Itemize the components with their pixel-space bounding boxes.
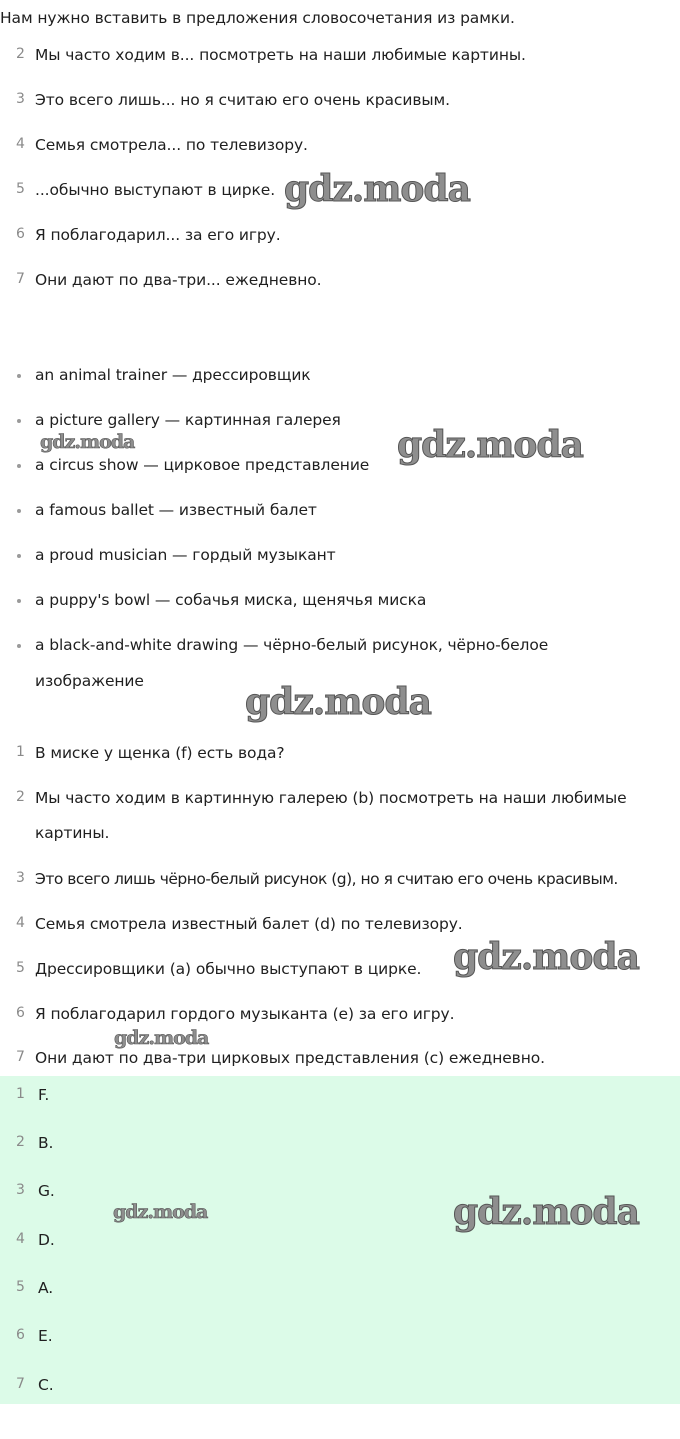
vocab-text: a famous ballet — известный балет [35,501,317,519]
bullet-icon [17,419,21,423]
item-number: 2 [16,46,25,62]
item-number: 2 [16,789,25,805]
item-number: 6 [16,1005,25,1021]
vocab-text: an animal trainer — дрессировщик [35,366,311,384]
item-number: 7 [16,271,25,287]
watermark-logo: gdz.moda [114,1027,209,1049]
item-text: картины. [35,824,110,842]
vocab-text: a black-and-white drawing — чёрно-белый рисунок, чёрно-белое [35,636,549,654]
bullet-icon [17,644,21,648]
item-text: Семья смотрела известный балет (d) по телевизору. [35,915,463,933]
item-text: Мы часто ходим в... посмотреть на наши любимые картины. [35,46,526,64]
item-text: Дрессировщики (a) обычно выступают в цирке. [35,960,422,978]
answers-block [0,1076,680,1404]
item-number: 1 [16,1086,25,1102]
watermark-logo: gdz.moda [453,936,639,978]
item-number: 5 [16,1279,25,1295]
item-number: 3 [16,870,25,886]
item-text: Они дают по два-три... ежедневно. [35,271,322,289]
answer-text: D. [38,1231,55,1249]
answer-text: A. [38,1279,54,1297]
bullet-icon [17,554,21,558]
item-text: ...обычно выступают в цирке. [35,181,276,199]
item-text: Это всего лишь... но я считаю его очень красивым. [35,91,450,109]
bullet-icon [17,374,21,378]
item-text: Я поблагодарил... за его игру. [35,226,281,244]
vocab-text: a puppy's bowl — собачья миска, щенячья миска [35,591,427,609]
bullet-icon [17,509,21,513]
watermark-logo: gdz.moda [245,681,431,723]
vocab-text: a circus show — цирковое представление [35,456,370,474]
intro-text: Нам нужно вставить в предложения словосочетания из рамки. [0,9,515,27]
item-number: 7 [16,1376,25,1392]
item-text: Я поблагодарил гордого музыканта (e) за его игру. [35,1005,455,1023]
item-text: Это всего лишь чёрно-белый рисунок (g), но я считаю его очень красивым. [35,870,618,888]
vocab-text: a picture gallery — картинная галерея [35,411,341,429]
item-number: 5 [16,181,25,197]
item-text: Семья смотрела... по телевизору. [35,136,308,154]
item-text: Мы часто ходим в картинную галерею (b) посмотреть на наши любимые [35,789,627,807]
answer-text: G. [38,1182,55,1200]
answer-text: F. [38,1086,50,1104]
answer-text: B. [38,1134,54,1152]
bullet-icon [17,464,21,468]
item-number: 2 [16,1134,25,1150]
watermark-logo: gdz.moda [453,1191,639,1233]
item-number: 5 [16,960,25,976]
item-text: В миске у щенка (f) есть вода? [35,744,285,762]
vocab-text: изображение [35,672,144,690]
item-number: 3 [16,1182,25,1198]
item-number: 3 [16,91,25,107]
watermark-logo: gdz.moda [284,168,470,210]
item-number: 4 [16,136,25,152]
watermark-logo: gdz.moda [113,1201,208,1223]
item-number: 4 [16,915,25,931]
item-text: Они дают по два-три цирковых представления (c) ежедневно. [35,1049,545,1067]
answer-text: C. [38,1376,54,1394]
item-number: 6 [16,1327,25,1343]
watermark-logo: gdz.moda [40,431,135,453]
item-number: 6 [16,226,25,242]
item-number: 1 [16,744,25,760]
item-number: 7 [16,1049,25,1065]
vocab-text: a proud musician — гордый музыкант [35,546,336,564]
bullet-icon [17,599,21,603]
answer-text: E. [38,1327,53,1345]
item-number: 4 [16,1231,25,1247]
watermark-logo: gdz.moda [397,424,583,466]
